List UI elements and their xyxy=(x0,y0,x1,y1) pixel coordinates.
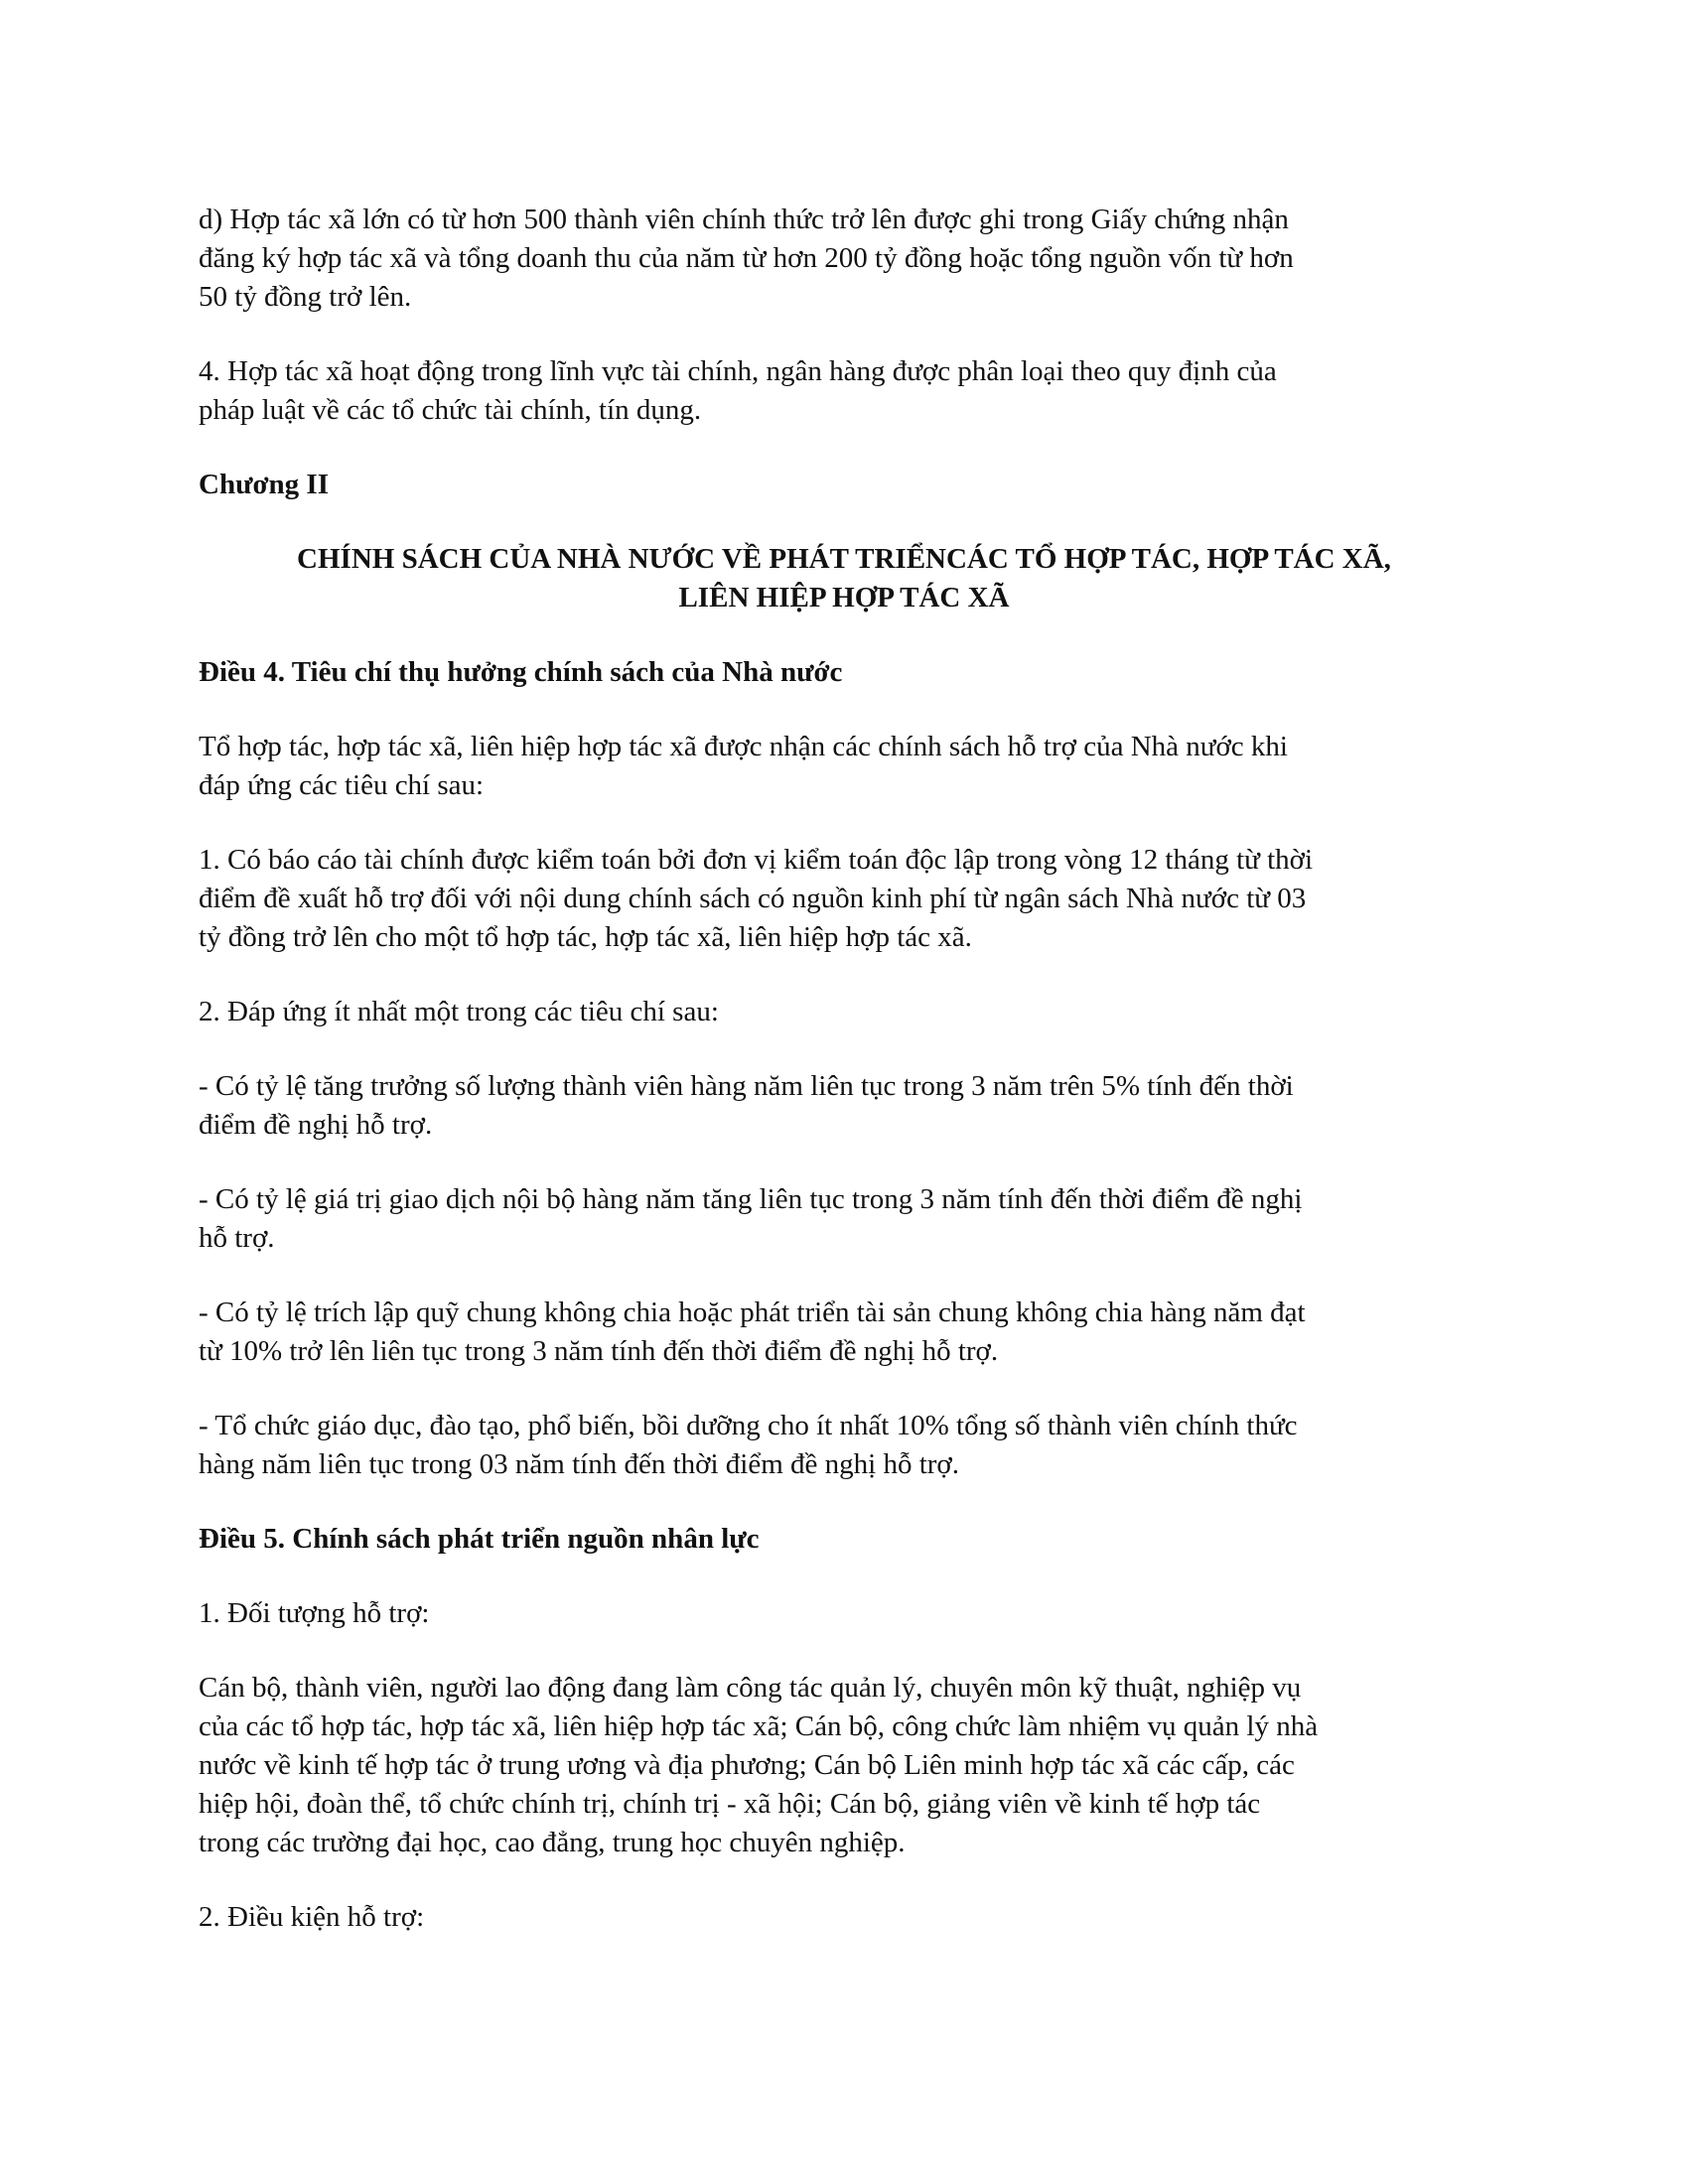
text-line: - Có tỷ lệ trích lập quỹ chung không chia hoặc phát triển tài sản chung không chia hàng năm đạt xyxy=(199,1297,1306,1328)
text-line: 50 tỷ đồng trở lên. xyxy=(199,281,412,313)
text-line: - Tổ chức giáo dục, đào tạo, phổ biến, bồi dưỡng cho ít nhất 10% tổng số thành viên chính thức xyxy=(199,1410,1298,1441)
text-line: Cán bộ, thành viên, người lao động đang làm công tác quản lý, chuyên môn kỹ thuật, nghiệp vụ xyxy=(199,1672,1302,1704)
article-4-bullet-2 xyxy=(199,1180,1489,1258)
article-4-bullet-1 xyxy=(199,1067,1489,1145)
text-line: điểm đề nghị hỗ trợ. xyxy=(199,1109,433,1141)
text-line: hỗ trợ. xyxy=(199,1222,275,1254)
text-line: đáp ứng các tiêu chí sau: xyxy=(199,769,485,801)
text-line: nước về kinh tế hợp tác ở trung ương và địa phương; Cán bộ Liên minh hợp tác xã các cấp, các xyxy=(199,1749,1295,1781)
article-5-clause-1 xyxy=(199,1594,1489,1633)
text-line: d) Hợp tác xã lớn có từ hơn 500 thành viên chính thức trở lên được ghi trong Giấy chứng nhận xyxy=(199,204,1289,235)
chapter-heading: Chương II xyxy=(199,469,329,500)
article-5-clause-2 xyxy=(199,1898,1489,1937)
text-line: LIÊN HIỆP HỢP TÁC XÃ xyxy=(678,582,1010,614)
text-line: 2. Điều kiện hỗ trợ: xyxy=(199,1901,425,1933)
text-line: - Có tỷ lệ giá trị giao dịch nội bộ hàng năm tăng liên tục trong 3 năm tính đến thời điểm đề nghị xyxy=(199,1183,1303,1215)
article-4-heading: Điều 4. Tiêu chí thụ hưởng chính sách của Nhà nước xyxy=(199,656,843,688)
text-line: điểm đề xuất hỗ trợ đối với nội dung chính sách có nguồn kinh phí từ ngân sách Nhà nước từ 03 xyxy=(199,883,1307,914)
article-4-bullet-3 xyxy=(199,1294,1489,1371)
paragraph-item-d xyxy=(199,201,1489,317)
text-line: của các tổ hợp tác, hợp tác xã, liên hiệp hợp tác xã; Cán bộ, công chức làm nhiệm vụ quản lý nhà xyxy=(199,1710,1319,1742)
text-line: 4. Hợp tác xã hoạt động trong lĩnh vực tài chính, ngân hàng được phân loại theo quy định của xyxy=(199,355,1277,387)
article-5-clause-1-text xyxy=(199,1669,1489,1862)
chapter-title xyxy=(199,540,1489,617)
text-line: 1. Có báo cáo tài chính được kiểm toán bởi đơn vị kiểm toán độc lập trong vòng 12 tháng từ thời xyxy=(199,844,1314,876)
article-5-heading: Điều 5. Chính sách phát triển nguồn nhân lực xyxy=(199,1523,760,1555)
article-4-bullet-4 xyxy=(199,1407,1489,1484)
text-line: - Có tỷ lệ tăng trưởng số lượng thành viên hàng năm liên tục trong 3 năm trên 5% tính đến thời xyxy=(199,1070,1294,1102)
text-line: pháp luật về các tổ chức tài chính, tín dụng. xyxy=(199,394,702,426)
text-line: tỷ đồng trở lên cho một tổ hợp tác, hợp tác xã, liên hiệp hợp tác xã. xyxy=(199,921,972,953)
text-line: 1. Đối tượng hỗ trợ: xyxy=(199,1597,430,1629)
text-line: Tổ hợp tác, hợp tác xã, liên hiệp hợp tác xã được nhận các chính sách hỗ trợ của Nhà nước khi xyxy=(199,731,1288,762)
paragraph-item-4 xyxy=(199,352,1489,430)
article-4-clause-2 xyxy=(199,993,1489,1031)
text-line: CHÍNH SÁCH CỦA NHÀ NƯỚC VỀ PHÁT TRIỂNCÁC TỔ HỢP TÁC, HỢP TÁC XÃ, xyxy=(297,543,1391,575)
text-line: hàng năm liên tục trong 03 năm tính đến thời điểm đề nghị hỗ trợ. xyxy=(199,1448,960,1480)
text-line: hiệp hội, đoàn thể, tổ chức chính trị, chính trị - xã hội; Cán bộ, giảng viên về kinh tế hợp tác xyxy=(199,1788,1261,1820)
document-body xyxy=(199,201,1489,1973)
text-line: từ 10% trở lên liên tục trong 3 năm tính đến thời điểm đề nghị hỗ trợ. xyxy=(199,1335,999,1367)
article-4-clause-1 xyxy=(199,841,1489,957)
text-line: 2. Đáp ứng ít nhất một trong các tiêu chí sau: xyxy=(199,996,719,1027)
article-4-intro xyxy=(199,728,1489,805)
text-line: đăng ký hợp tác xã và tổng doanh thu của năm từ hơn 200 tỷ đồng hoặc tổng nguồn vốn từ hơn xyxy=(199,242,1294,274)
text-line: trong các trường đại học, cao đẳng, trung học chuyên nghiệp. xyxy=(199,1827,906,1858)
